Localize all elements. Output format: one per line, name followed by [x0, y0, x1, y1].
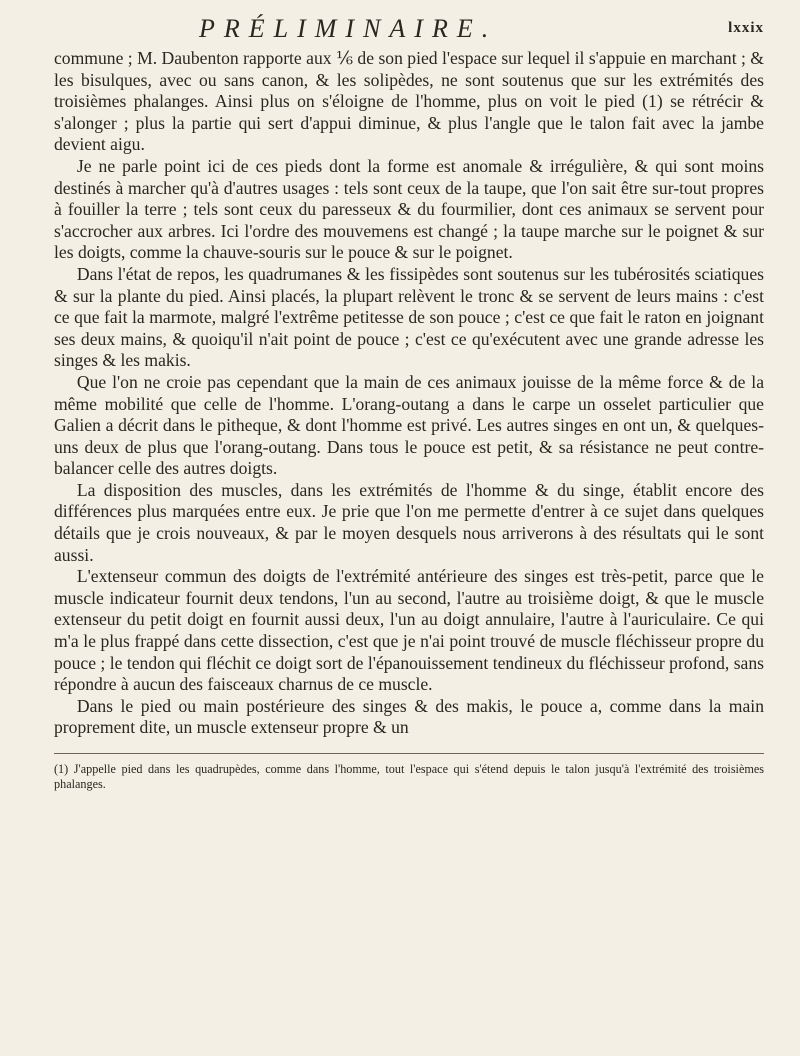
- paragraph: Je ne parle point ici de ces pieds dont la forme est anomale & irrégulière, & qui sont moins destinés à marcher qu'à d'autres usages : tels sont ceux de la taupe, que l'on sait être sur-tout propres à fouiller la terre ; tels sont ceux du paresseux & du fourmilier, dont ces animaux se servent pour s'accrocher aux arbres. Ici l'ordre des mouvemens est changé ; la taupe marche sur le poignet & sur les doigts, comme la chauve-souris sur le pouce & sur le poignet.: [54, 155, 764, 263]
- paragraph: Dans le pied ou main postérieure des singes & des makis, le pouce a, comme dans la main proprement dite, un muscle extenseur propre & un: [54, 695, 764, 738]
- footnote-text: (1) J'appelle pied dans les quadrupèdes, comme dans l'homme, tout l'espace qui s'étend depuis le talon jusqu'à l'extrémité des troisièmes phalanges.: [54, 762, 764, 791]
- book-page: [54, 14, 764, 792]
- body-text: [54, 48, 764, 739]
- page-header: [54, 14, 764, 48]
- paragraph: La disposition des muscles, dans les extrémités de l'homme & du singe, établit encore des différences plus marquées entre eux. Je prie que l'on me permette d'entrer à ce sujet dans quelques détails que je crois nouveaux, & par le moyen desquels nous arriverons à des résultats qui le sont aussi.: [54, 479, 764, 565]
- paragraph: commune ; M. Daubenton rapporte aux ⅙ de son pied l'espace sur lequel il s'appuie en marchant ; & les bisulques, avec ou sans canon, & les solipèdes, ne sont soutenus que sur les extrémités des troisièmes phalanges. Ainsi plus on s'éloigne de l'homme, plus on voit le pied (1) se rétrécir & s'alonger ; plus la partie qui sert d'appui diminue, & plus l'angle que le talon fait avec la jambe devient aigu.: [54, 48, 764, 155]
- footnote-divider: [54, 753, 764, 754]
- page-number: lxxix: [728, 20, 764, 36]
- paragraph: Que l'on ne croie pas cependant que la main de ces animaux jouisse de la même force & de la même mobilité que celle de l'homme. L'orang-outang a dans le carpe un osselet particulier que Galien a décrit dans le pitheque, & dont l'homme est privé. Les autres singes en ont un, & quelques-uns deux de plus que l'orang-outang. Dans tous le pouce est petit, & sa résistance ne peut contre-balancer celle des autres doigts.: [54, 371, 764, 479]
- running-title: PRÉLIMINAIRE.: [199, 14, 498, 43]
- paragraph: Dans l'état de repos, les quadrumanes & les fissipèdes sont soutenus sur les tubérosités sciatiques & sur la plante du pied. Ainsi placés, la plupart relèvent le tronc & se servent de leurs mains : c'est ce que fait la marmote, malgré l'extrême petitesse de son pouce ; c'est ce que fait le raton en joignant ses deux mains, & quoiqu'il n'ait point de pouce ; c'est ce qu'exécutent avec une grande adresse les singes & les makis.: [54, 263, 764, 371]
- footnote: [54, 762, 764, 792]
- paragraph: L'extenseur commun des doigts de l'extrémité antérieure des singes est très-petit, parce que le muscle indicateur fournit deux tendons, l'un au second, l'autre au troisième doigt, & que le muscle extenseur du petit doigt en fournit aussi deux, l'un au doigt annulaire, l'autre à l'auriculaire. Ce qui m'a le plus frappé dans cette dissection, c'est que je n'ai point trouvé de muscle fléchisseur propre du pouce ; le tendon qui fléchit ce doigt sort de l'épanouissement tendineux du fléchisseur profond, sans répondre à aucun des faisceaux charnus de ce muscle.: [54, 566, 764, 695]
